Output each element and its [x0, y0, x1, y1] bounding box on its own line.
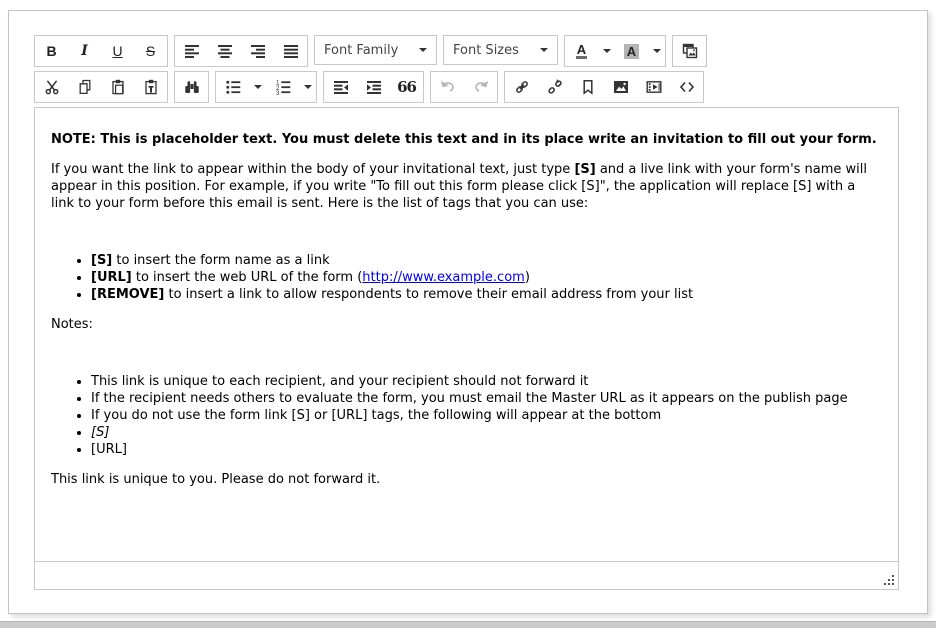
- outdent-button[interactable]: [324, 72, 357, 102]
- tag-s: [S]: [91, 253, 113, 268]
- blockquote-icon: 66: [397, 77, 416, 96]
- tag-list: [51, 252, 882, 303]
- bookmark-icon: [580, 79, 596, 95]
- list-item: [91, 252, 882, 269]
- search-group: [174, 71, 209, 103]
- align-center-icon: [217, 43, 233, 59]
- paste-text-icon: [143, 79, 159, 95]
- paste-as-text-button[interactable]: [134, 72, 167, 102]
- bold-button[interactable]: [35, 36, 68, 66]
- outdent-icon: [333, 79, 349, 95]
- svg-text:3: 3: [275, 90, 279, 95]
- anchor-button[interactable]: [571, 72, 604, 102]
- image-library-icon: [682, 43, 698, 59]
- list-item: • [S]: [91, 424, 882, 441]
- paste-icon: [110, 79, 126, 95]
- list-item: • This link is unique to each recipient, and your recipient should not forward it: [91, 373, 882, 390]
- font-family-label: Font Family: [324, 42, 399, 58]
- editor-body: [34, 107, 899, 590]
- redo-icon: [473, 79, 489, 95]
- remove-link-button[interactable]: [538, 72, 571, 102]
- cut-button[interactable]: [35, 72, 68, 102]
- align-right-button[interactable]: [241, 36, 274, 66]
- code-icon: [679, 79, 695, 95]
- strikethrough-button[interactable]: [134, 36, 167, 66]
- text-color-icon: A: [576, 42, 587, 57]
- page-bottom-bar: [0, 621, 936, 628]
- source-code-button[interactable]: [670, 72, 703, 102]
- numbered-list-button[interactable]: [266, 72, 299, 102]
- underline-button[interactable]: [101, 36, 134, 66]
- background-color-icon: A: [624, 44, 639, 59]
- rich-text-editor: [34, 35, 899, 590]
- chevron-down-icon: [419, 48, 427, 52]
- list-item: [91, 269, 882, 286]
- svg-text:2: 2: [275, 84, 279, 92]
- find-replace-button[interactable]: [175, 72, 208, 102]
- example-link[interactable]: http://www.example.com: [362, 270, 525, 285]
- toolbar-row-2: [34, 71, 899, 103]
- tag-remove: [REMOVE]: [91, 287, 165, 302]
- history-group: [430, 71, 498, 103]
- strikethrough-icon: S: [145, 43, 156, 59]
- font-sizes-select[interactable]: [443, 35, 558, 65]
- editor-panel: [8, 10, 928, 614]
- toolbar-row-1: [34, 35, 899, 67]
- align-justify-icon: [283, 43, 299, 59]
- footer-paragraph: This link is unique to you. Please do not forward it.: [51, 472, 381, 487]
- blockquote-button[interactable]: [390, 72, 423, 102]
- insert-image-button[interactable]: [604, 72, 637, 102]
- intro-paragraph: [51, 161, 882, 212]
- align-center-button[interactable]: [208, 36, 241, 66]
- bullet-list-icon: [225, 79, 241, 95]
- font-family-select[interactable]: [314, 35, 437, 65]
- insert-media-button[interactable]: [637, 72, 670, 102]
- indent-group: [323, 71, 424, 103]
- chevron-down-icon: [304, 85, 312, 89]
- image-icon: [613, 79, 629, 95]
- undo-button[interactable]: [431, 72, 464, 102]
- tag-s-text: to insert the form name as a link: [112, 253, 330, 268]
- library-group: [672, 35, 707, 67]
- chevron-down-icon: [254, 85, 262, 89]
- align-right-icon: [250, 43, 266, 59]
- bold-icon: B: [46, 43, 57, 59]
- link-icon: [514, 79, 530, 95]
- undo-icon: [440, 79, 456, 95]
- intro-text-2: and a live link with your form's name will appear in this position. For example, if you write "To fill out this form please click [S]", the application will replace [S] with a link to your form before this email is sent. Here is the list of tags that you can use:: [51, 162, 868, 211]
- indent-icon: [366, 79, 382, 95]
- resize-handle-icon[interactable]: [883, 574, 895, 586]
- tag-url: [URL]: [91, 270, 132, 285]
- editor-content[interactable]: [35, 108, 898, 561]
- intro-tag-s: [S]: [574, 162, 596, 177]
- text-color-menu-button[interactable]: [598, 36, 615, 66]
- cut-icon: [44, 79, 60, 95]
- align-group: [174, 35, 308, 67]
- notes-label: Notes:: [51, 317, 93, 332]
- color-group: [564, 35, 666, 67]
- bullet-list-menu-button[interactable]: [249, 72, 266, 102]
- indent-button[interactable]: [357, 72, 390, 102]
- redo-button[interactable]: [464, 72, 497, 102]
- binoculars-icon: [184, 79, 200, 95]
- format-group: [34, 35, 168, 67]
- notes-list: [51, 373, 882, 458]
- align-justify-button[interactable]: [274, 36, 307, 66]
- editor-statusbar: [35, 561, 898, 589]
- background-color-button[interactable]: [615, 36, 648, 66]
- text-color-button[interactable]: [565, 36, 598, 66]
- copy-button[interactable]: [68, 72, 101, 102]
- intro-text-1: If you want the link to appear within the body of your invitational text, just type: [51, 162, 575, 177]
- note-paragraph: [51, 131, 882, 148]
- list-item: • [URL]: [91, 441, 882, 458]
- list-item: • If the recipient needs others to evaluate the form, you must email the Master URL as it appears on the publish page: [91, 390, 882, 407]
- insert-link-button[interactable]: [505, 72, 538, 102]
- chevron-down-icon: [540, 48, 548, 52]
- list-item: • If you do not use the form link [S] or [URL] tags, the following will appear at the bottom: [91, 407, 882, 424]
- unlink-icon: [547, 79, 563, 95]
- background-color-menu-button[interactable]: [648, 36, 665, 66]
- numbered-list-menu-button[interactable]: [299, 72, 316, 102]
- paste-button[interactable]: [101, 72, 134, 102]
- list-item: [91, 286, 882, 303]
- tag-url-text: to insert the web URL of the form (: [131, 270, 363, 285]
- svg-text:1: 1: [275, 79, 279, 87]
- chevron-down-icon: [603, 49, 611, 53]
- note-text: NOTE: This is placeholder text. You must delete this text and in its place write an invitation to fill out your form.: [51, 132, 877, 147]
- list-group: [215, 71, 317, 103]
- image-library-button[interactable]: [673, 36, 706, 66]
- tag-url-close: ): [524, 270, 530, 285]
- clipboard-group: [34, 71, 168, 103]
- numbered-list-icon: [275, 79, 291, 95]
- chevron-down-icon: [653, 49, 661, 53]
- copy-icon: [77, 79, 93, 95]
- bullet-list-button[interactable]: [216, 72, 249, 102]
- align-left-icon: [184, 43, 200, 59]
- tag-remove-text: to insert a link to allow respondents to remove their email address from your list: [164, 287, 694, 302]
- underline-icon: U: [112, 43, 123, 59]
- italic-icon: I: [81, 43, 88, 59]
- italic-button[interactable]: [68, 36, 101, 66]
- media-icon: [646, 79, 662, 95]
- font-sizes-label: Font Sizes: [453, 42, 519, 58]
- align-left-button[interactable]: [175, 36, 208, 66]
- insert-group: [504, 71, 704, 103]
